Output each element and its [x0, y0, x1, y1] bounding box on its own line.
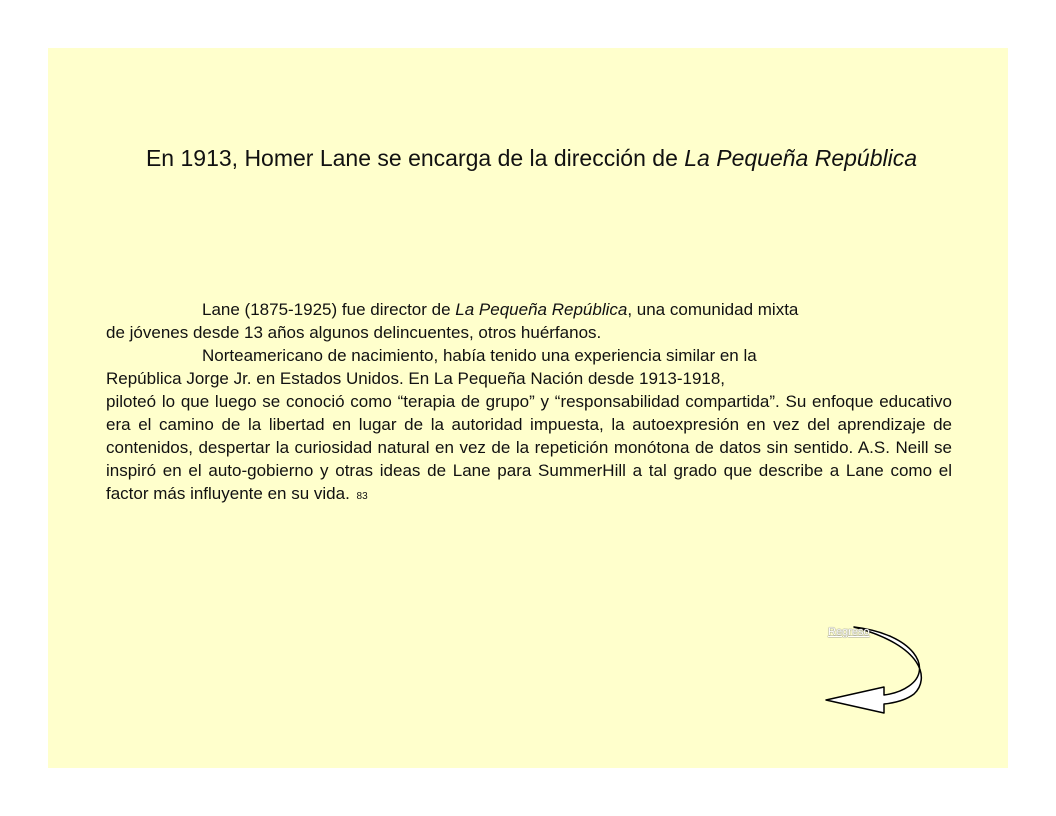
paragraph-1-line-2: de jóvenes desde 13 años algunos delincuentes, otros huérfanos. — [106, 323, 602, 342]
paragraph-1-text-a: Lane (1875-1925) fue director de — [202, 300, 456, 319]
paragraph-1-italic: La Pequeña República — [455, 300, 628, 319]
paragraph-1-text-b: , una comunidad mixta — [627, 300, 799, 319]
paragraph-2-line-2: República Jorge Jr. en Estados Unidos. En La Pequeña Nación desde 1913-1918, — [106, 369, 726, 388]
paragraph-2-rest — [106, 390, 952, 508]
paragraph-2-line-1: Norteamericano de nacimiento, había tenido una experiencia similar en la — [202, 346, 757, 365]
back-navigation[interactable] — [824, 624, 928, 716]
title-italic-text: La Pequeña República — [684, 145, 918, 171]
body-text — [106, 298, 952, 508]
slide-title — [128, 144, 935, 173]
back-link[interactable]: Regreso — [828, 626, 870, 638]
title-text: En 1913, Homer Lane se encarga de la dirección de — [145, 145, 685, 171]
paragraph-2-rest-text: piloteó lo que luego se conoció como “terapia de grupo” y “responsabilidad compartida”. Su enfoque educativo era el camino de la libertad en lugar de la autoridad impuesta, la autoexpresión en vez del aprendizaje de contenidos, despertar la curiosidad natural en vez de la repetición monótona de datos sin sentido. A.S. Neill se inspiró en el auto-gobierno y otras ideas de Lane para SummerHill a tal grado que describe a Lane como el factor más influyente en su vida. — [106, 392, 952, 503]
slide — [48, 48, 1008, 768]
footnote-reference: 83 — [356, 491, 368, 502]
paragraph-1-line-1 — [106, 298, 952, 321]
